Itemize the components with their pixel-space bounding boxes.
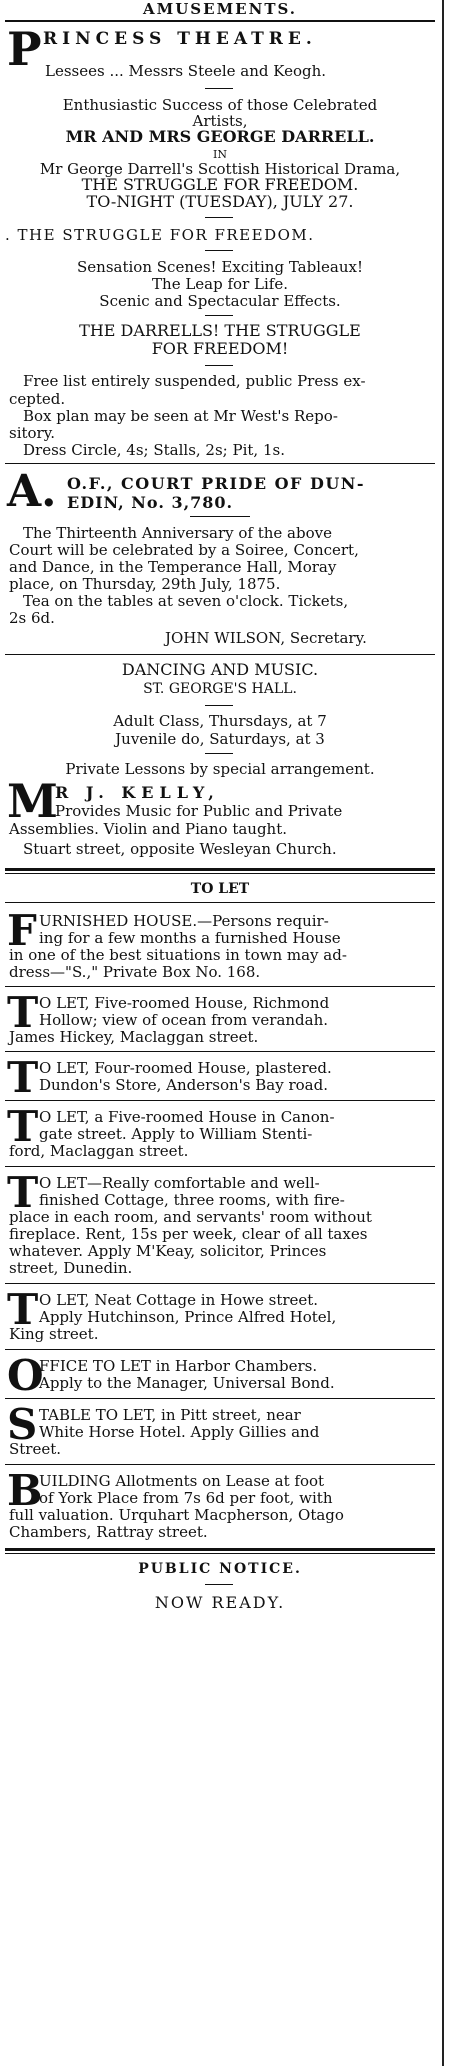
- theatre-title: RINCESS THEATRE.: [43, 29, 317, 49]
- ad-rule: [5, 1398, 435, 1399]
- section-rule: [5, 873, 435, 874]
- divider: [205, 365, 233, 366]
- divider: [205, 753, 233, 754]
- drop-cap: T: [7, 1102, 39, 1151]
- ad-line: James Hickey, Maclaggan street.: [9, 1028, 259, 1046]
- lessees-line: Lessees ... Messrs Steele and Keogh.: [45, 62, 327, 80]
- ad-line: finished Cottage, three rooms, with fire-: [39, 1191, 345, 1209]
- divider: [205, 250, 233, 251]
- ad-line: of York Place from 7s 6d per foot, with: [39, 1489, 333, 1507]
- prices: Dress Circle, 4s; Stalls, 2s; Pit, 1s.: [23, 441, 285, 459]
- darrells-line: THE DARRELLS! THE STRUGGLE: [79, 322, 361, 340]
- ad-rule: [5, 463, 435, 464]
- drop-cap: F: [7, 906, 37, 955]
- kelly-provides: Provides Music for Public and Private: [55, 802, 343, 820]
- ad-line: in one of the best situations in town may ad-: [9, 946, 347, 964]
- success-line: Enthusiastic Success of those Celebrated: [62, 96, 378, 114]
- divider: [205, 88, 233, 89]
- darrells-line-2: FOR FREEDOM!: [151, 340, 289, 358]
- kelly-title: R J. KELLY,: [55, 783, 220, 802]
- private-lessons: Private Lessons by special arrangement.: [65, 760, 375, 778]
- leap-line: The Leap for Life.: [152, 275, 288, 293]
- ad-line: O LET, Four-roomed House, plastered.: [39, 1059, 332, 1077]
- free-list: Free list entirely suspended, public Press ex-: [23, 372, 366, 390]
- ad-line: street, Dunedin.: [9, 1259, 133, 1277]
- kelly-address: Stuart street, opposite Wesleyan Church.: [23, 840, 337, 858]
- drop-cap: T: [7, 988, 39, 1037]
- section-rule: [5, 868, 435, 871]
- performers: MR AND MRS GEORGE DARRELL.: [65, 128, 375, 146]
- drop-cap: P: [7, 22, 42, 76]
- ad-line: O LET, a Five-roomed House in Canon-: [39, 1108, 335, 1126]
- drama-line: Mr George Darrell's Scottish Historical Drama,: [39, 160, 401, 178]
- divider: [205, 217, 233, 218]
- aof-title: O.F., COURT PRIDE OF DUN-: [67, 474, 366, 493]
- ad-line: gate street. Apply to William Stenti-: [39, 1125, 313, 1143]
- box-plan-2: sitory.: [9, 424, 55, 442]
- tonight-line: TO-NIGHT (TUESDAY), JULY 27.: [86, 193, 354, 211]
- play-title-2: . THE STRUGGLE FOR FREEDOM.: [5, 226, 315, 244]
- aof-body-2: Court will be celebrated by a Soiree, Concert,: [9, 541, 359, 559]
- ad-line: O LET, Five-roomed House, Richmond: [39, 994, 330, 1012]
- ad-line: URNISHED HOUSE.—Persons requir-: [39, 912, 329, 930]
- scenic-line: Scenic and Spectacular Effects.: [99, 292, 341, 310]
- drop-cap: A.: [7, 466, 57, 517]
- divider: [190, 516, 250, 517]
- drop-cap: B: [7, 1466, 43, 1515]
- kelly-assemblies: Assemblies. Violin and Piano taught.: [9, 820, 288, 838]
- free-list-2: cepted.: [9, 390, 66, 408]
- ad-line: whatever. Apply M'Keay, solicitor, Princes: [9, 1242, 327, 1260]
- ad-line: King street.: [9, 1325, 99, 1343]
- ad-line: Apply Hutchinson, Prince Alfred Hotel,: [39, 1308, 337, 1326]
- ad-rule: [5, 654, 435, 655]
- divider: [205, 705, 233, 706]
- ad-rule: [5, 1283, 435, 1284]
- section-header: AMUSEMENTS.: [142, 0, 298, 18]
- ad-line: Chambers, Rattray street.: [9, 1523, 208, 1541]
- ad-line: O LET—Really comfortable and well-: [39, 1174, 320, 1192]
- section-rule: [5, 1548, 435, 1551]
- aof-tea: Tea on the tables at seven o'clock. Tickets,: [23, 592, 349, 610]
- drop-cap: T: [7, 1168, 39, 1217]
- divider: [205, 1584, 233, 1585]
- ad-line: White Horse Hotel. Apply Gillies and: [39, 1423, 320, 1441]
- ad-line: dress—"S.," Private Box No. 168.: [9, 963, 261, 981]
- juvenile-class: Juvenile do, Saturdays, at 3: [115, 730, 325, 748]
- dancing-title: DANCING AND MUSIC.: [121, 661, 319, 679]
- dancing-hall: ST. GEORGE'S HALL.: [143, 681, 297, 697]
- sensation-line: Sensation Scenes! Exciting Tableaux!: [77, 258, 363, 276]
- aof-body-4: place, on Thursday, 29th July, 1875.: [9, 575, 281, 593]
- success-line-2: Artists,: [192, 112, 248, 130]
- aof-tea-2: 2s 6d.: [9, 609, 55, 627]
- aof-signature: JOHN WILSON, Secretary.: [165, 629, 367, 647]
- newspaper-column: [5, 0, 444, 2066]
- ad-line: Dundon's Store, Anderson's Bay road.: [39, 1076, 328, 1094]
- ad-rule: [5, 1100, 435, 1101]
- ad-line: Apply to the Manager, Universal Bond.: [39, 1374, 335, 1392]
- public-notice-header: PUBLIC NOTICE.: [138, 1561, 302, 1577]
- to-let-header: TO LET: [190, 881, 250, 897]
- ad-rule: [5, 1464, 435, 1465]
- header-rule: [5, 20, 435, 22]
- play-title: THE STRUGGLE FOR FREEDOM.: [81, 176, 359, 194]
- ad-rule: [5, 1166, 435, 1167]
- aof-title-2: EDIN, No. 3,780.: [67, 493, 234, 512]
- section-rule: [5, 902, 435, 903]
- ad-line: ing for a few months a furnished House: [39, 929, 341, 947]
- in-label: IN: [213, 148, 227, 161]
- drop-cap: S: [7, 1400, 38, 1449]
- drop-cap: T: [7, 1285, 39, 1334]
- ad-line: O LET, Neat Cottage in Howe street.: [39, 1291, 319, 1309]
- box-plan: Box plan may be seen at Mr West's Repo-: [23, 407, 338, 425]
- ad-line: place in each room, and servants' room without: [9, 1208, 372, 1226]
- drop-cap: M: [7, 774, 58, 828]
- ad-line: fireplace. Rent, 15s per week, clear of all taxes: [9, 1225, 368, 1243]
- ad-line: Street.: [9, 1440, 62, 1458]
- ad-line: ford, Maclaggan street.: [9, 1142, 189, 1160]
- ad-line: TABLE TO LET, in Pitt street, near: [39, 1406, 301, 1424]
- ad-rule: [5, 1051, 435, 1052]
- ad-line: Hollow; view of ocean from verandah.: [39, 1011, 329, 1029]
- now-ready: NOW READY.: [154, 1594, 286, 1612]
- drop-cap: T: [7, 1053, 39, 1102]
- ad-rule: [5, 1349, 435, 1350]
- ad-line: UILDING Allotments on Lease at foot: [39, 1472, 325, 1490]
- ad-rule: [5, 986, 435, 987]
- adult-class: Adult Class, Thursdays, at 7: [113, 712, 327, 730]
- aof-body-3: and Dance, in the Temperance Hall, Moray: [9, 558, 337, 576]
- section-rule: [5, 1553, 435, 1554]
- ad-line: full valuation. Urquhart Macpherson, Otago: [9, 1506, 344, 1524]
- divider: [205, 315, 233, 316]
- aof-body-1: The Thirteenth Anniversary of the above: [23, 524, 332, 542]
- drop-cap: O: [7, 1351, 44, 1400]
- ad-line: FFICE TO LET in Harbor Chambers.: [39, 1357, 318, 1375]
